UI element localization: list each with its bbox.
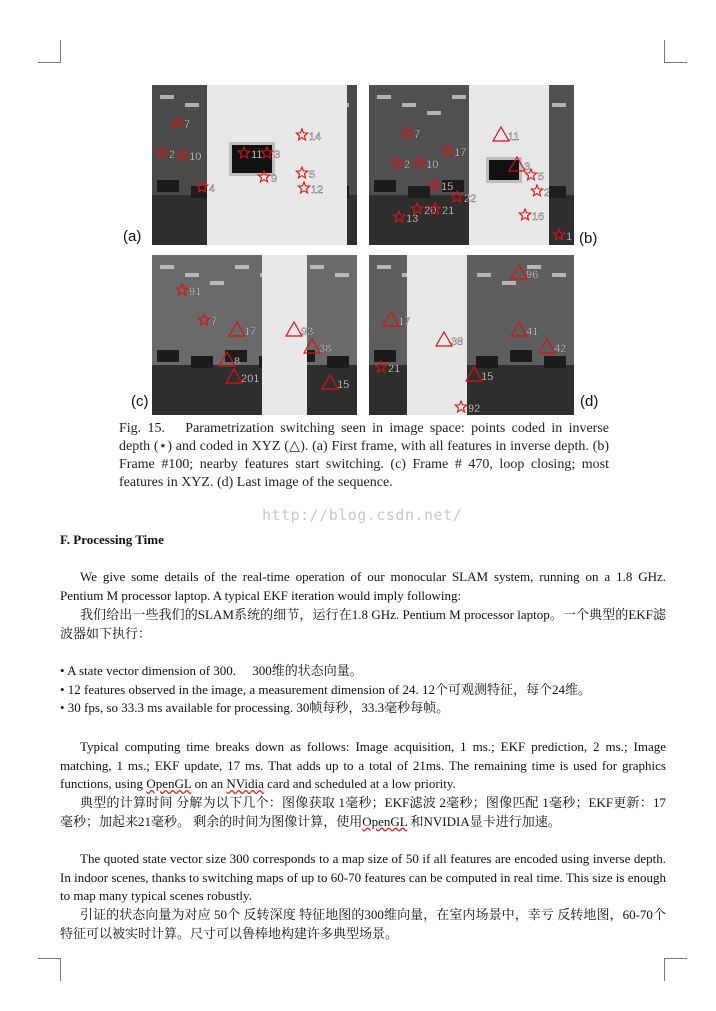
- feature-number-label: 16: [532, 211, 545, 223]
- feature-number-label: 21: [442, 205, 455, 217]
- feature-number-label: 7: [211, 316, 218, 328]
- list-item: • 12 features observed in the image, a measurement dimension of 24. 12个可观测特征，每个24维。: [60, 681, 591, 697]
- desk-monitor: [327, 356, 349, 368]
- feature-number-label: 17: [398, 316, 411, 328]
- panel-label-b: (b): [579, 230, 598, 247]
- feature-number-label: 14: [309, 131, 322, 143]
- feature-number-label: 3: [524, 161, 531, 173]
- desk-monitor: [408, 186, 430, 198]
- ceiling-light: [185, 103, 199, 107]
- feature-number-label: 42: [554, 343, 567, 355]
- desk-monitor: [191, 356, 213, 368]
- watermark-url: http://blog.csdn.net/: [262, 506, 463, 524]
- feature-number-label: 11: [251, 149, 263, 161]
- crop-mark-bottom-right: [664, 958, 687, 981]
- ceiling-light: [185, 273, 199, 277]
- desk-monitor: [374, 180, 396, 192]
- ceiling-light: [427, 111, 441, 115]
- feature-number-label: 15: [481, 371, 494, 383]
- feature-number-label: 8: [234, 356, 241, 368]
- ceiling-light: [452, 95, 466, 99]
- feature-number-label: 91: [189, 286, 202, 298]
- section-heading: F. Processing Time: [60, 532, 164, 547]
- figure-panel-d: [369, 255, 574, 415]
- ceiling-light: [502, 281, 516, 285]
- paragraph-2-chinese: 典型的计算时间 分解为以下几个：图像获取 1毫秒；EKF滤波 2毫秒；图像匹配 1毫秒；EKF更新：17毫秒；加起来21毫秒。 剩余的时间为图像计算，使用OpenGL 和NVIDIA显卡进行加速。: [60, 795, 666, 829]
- crop-mark-top-left: [38, 40, 61, 63]
- feature-number-label: 41: [526, 326, 539, 338]
- feature-number-label: 92: [468, 403, 481, 415]
- panel-label-c: (c): [131, 393, 149, 410]
- feature-number-label: 201: [241, 373, 260, 385]
- figure-panel-b: [369, 85, 574, 245]
- list-item: • A state vector dimension of 300. 300维的状态向量。: [60, 663, 363, 678]
- feature-number-label: 93: [301, 326, 314, 338]
- ceiling-light: [160, 265, 174, 269]
- feature-number-label: 38: [451, 336, 464, 348]
- feature-number-label: 20: [424, 205, 437, 217]
- paragraph-1-english: We give some details of the real-time operation of our monocular SLAM system, running on a 1.8 GHz. Pentium M processor laptop. A typical EKF iteration would imply following:: [60, 569, 666, 603]
- feature-number-label: 38: [319, 343, 332, 355]
- opengl-term-zh: OpenGL: [362, 813, 408, 829]
- paragraph-2-english: Typical computing time breaks down as follows: Image acquisition, 1 ms.; EKF prediction, 2 ms.; Image matching, 1 ms.; EKF update, 17 ms. That adds up to a total of 21ms. The remaining time is used for graphics functions, using OpenGL on an NVidia card and scheduled at a low priority.: [60, 739, 666, 791]
- feature-number-label: 22: [464, 193, 477, 205]
- feature-number-label: 10: [189, 151, 202, 163]
- feature-number-label: 3: [274, 149, 281, 161]
- ceiling-light: [477, 273, 491, 277]
- paragraph-1-chinese: 我们给出一些我们的SLAM系统的细节，运行在1.8 GHz. Pentium M processor laptop。一个典型的EKF滤波器如下执行：: [60, 607, 666, 641]
- desk-monitor: [157, 180, 179, 192]
- crop-mark-top-right: [664, 40, 687, 63]
- list-item: • 30 fps, so 33.3 ms available for processing. 30帧每秒，33.3毫秒每帧。: [60, 700, 450, 715]
- poster: [489, 160, 519, 180]
- feature-number-label: 2: [404, 159, 411, 171]
- feature-number-label: 15: [441, 181, 454, 193]
- ceiling-light: [377, 95, 391, 99]
- bullet-list: [60, 662, 666, 718]
- feature-number-label: 17: [244, 326, 257, 338]
- ceiling-light: [402, 103, 416, 107]
- panel-label-a: (a): [123, 228, 142, 245]
- feature-number-label: 2: [169, 149, 176, 161]
- panel-label-d: (d): [580, 393, 599, 410]
- white-pillar: [407, 255, 467, 415]
- feature-number-label: 7: [184, 119, 191, 131]
- crop-mark-bottom-left: [38, 958, 61, 981]
- desk-monitor: [157, 350, 179, 362]
- figure-panel-c: [152, 255, 357, 415]
- feature-number-label: 10: [426, 159, 439, 171]
- feature-number-label: 7: [414, 129, 421, 141]
- feature-number-label: 5: [538, 171, 545, 183]
- feature-number-label: 17: [454, 147, 467, 159]
- desk-monitor: [510, 350, 532, 362]
- feature-number-label: 5: [309, 169, 316, 181]
- feature-number-label: 11: [508, 131, 520, 143]
- ceiling-light: [552, 103, 566, 107]
- feature-number-label: 12: [311, 184, 324, 196]
- figure-panel-a: [152, 85, 357, 245]
- paragraph-3-english: The quoted state vector size 300 corresponds to a map size of 50 if all features are encoded using inverse depth. In indoor scenes, thanks to switching maps of up to 60-70 features can be computed in real time. This size is enough to map many typical scenes robustly.: [60, 851, 666, 903]
- opengl-term: OpenGL: [146, 776, 192, 791]
- ceiling-light: [377, 265, 391, 269]
- feature-number-label: 2: [544, 187, 551, 199]
- feature-number-label: 4: [209, 183, 216, 195]
- ceiling-light: [210, 281, 224, 285]
- ceiling-light: [335, 273, 349, 277]
- feature-number-label: 9: [271, 173, 278, 185]
- ceiling-light: [310, 265, 324, 269]
- feature-number-label: 21: [388, 363, 401, 375]
- ceiling-light: [160, 95, 174, 99]
- figure-caption: Fig. 15. Parametrization switching seen in image space: points coded in inverse depth (⋆) and coded in XYZ (△). (a) First frame, with all features in inverse depth. (b) Frame #100; nearby features start switching. (c) Frame # 470, loop closing; most features in XYZ. (d) Last image of the sequence.: [119, 421, 609, 490]
- ceiling-light: [235, 265, 249, 269]
- feature-number-label: 13: [406, 213, 419, 225]
- paragraph-3-chinese: 引证的状态向量为对应 50个 反转深度 特征地图的300维向量，在室内场景中，幸亏 反转地图，60-70个特征可以被实时计算。尺寸可以鲁棒地构建许多典型场景。: [60, 907, 666, 941]
- desk-monitor: [374, 350, 396, 362]
- desk-monitor: [544, 356, 566, 368]
- feature-number-label: 96: [526, 269, 539, 281]
- feature-number-label: 1: [566, 231, 573, 243]
- feature-number-label: 15: [337, 379, 350, 391]
- desk-monitor: [476, 356, 498, 368]
- ceiling-light: [552, 273, 566, 277]
- white-pillar: [207, 85, 347, 245]
- nvidia-term: NVidia: [226, 776, 264, 791]
